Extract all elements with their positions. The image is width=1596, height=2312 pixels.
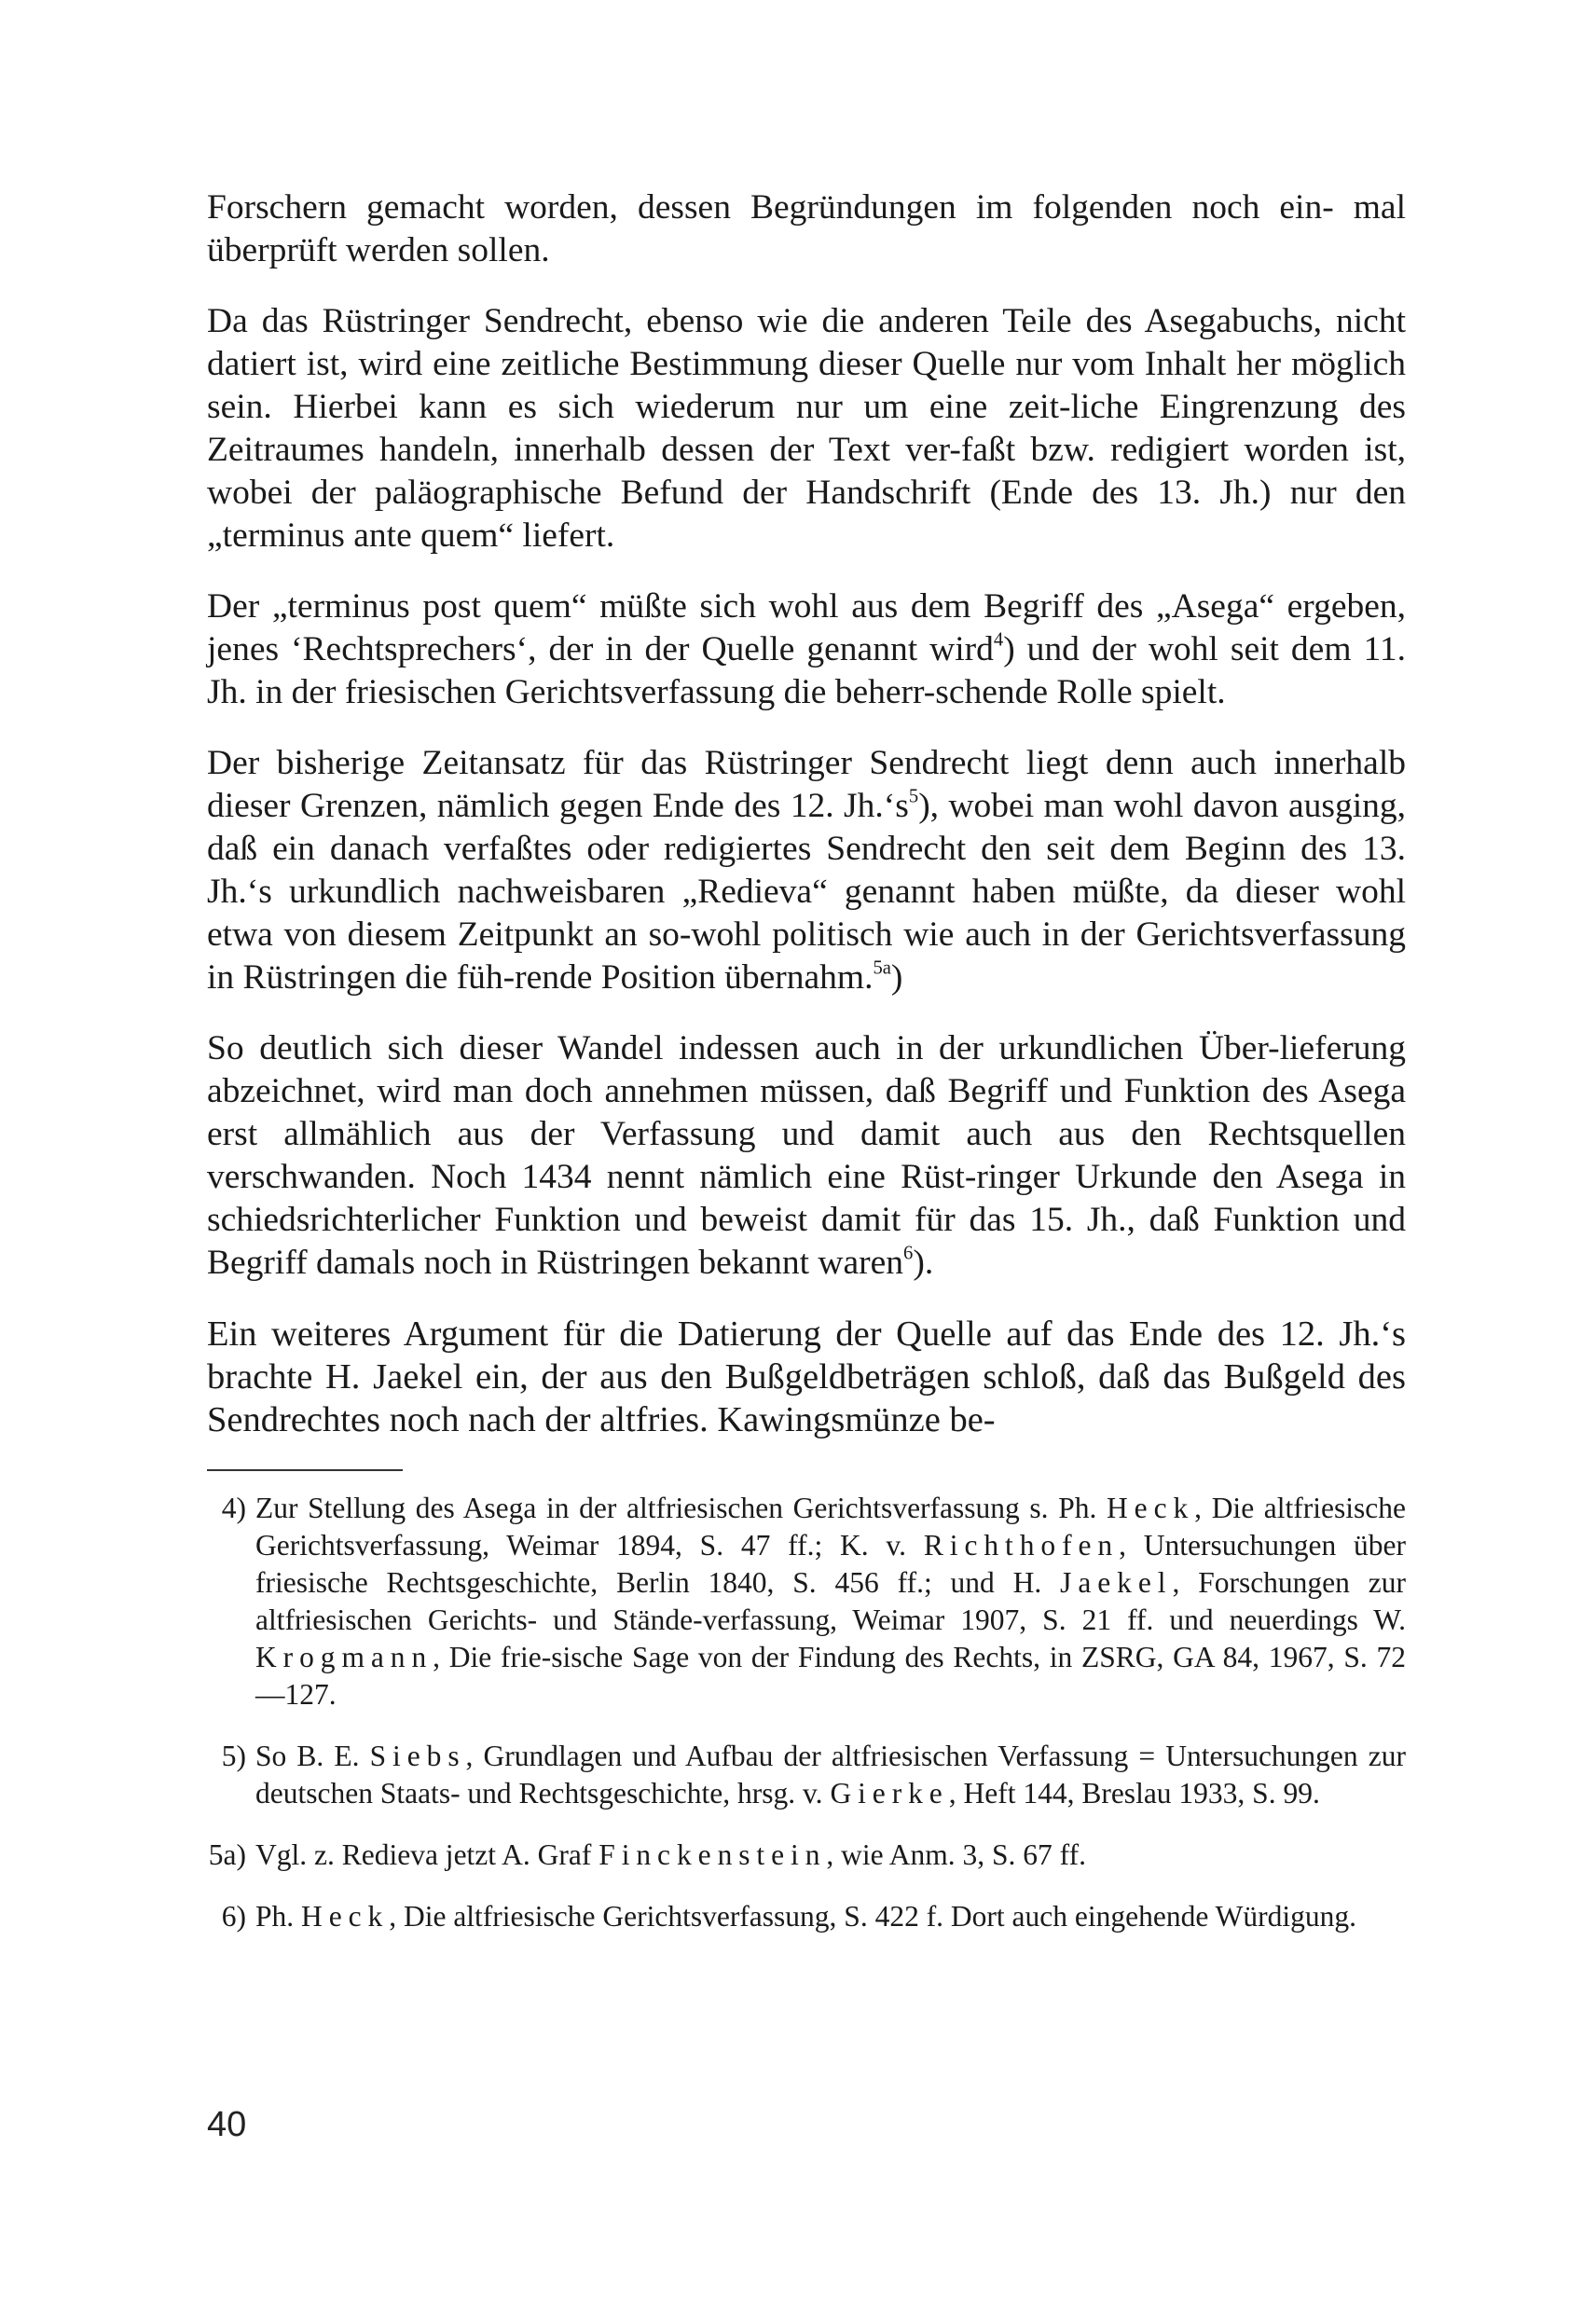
footnote-3 [207,1837,1406,1874]
footnote-ref-5a[interactable]: 5a [873,957,891,979]
footnote-text [255,1898,1406,1935]
paragraph-5 [207,1027,1406,1285]
paragraph-3-text: Der „terminus post quem“ müßte sich wohl aus dem Begriff des „Asega“ ergeben, jenes ‘Rechtsprechers‘, der in der Quelle genannt wird [207,587,1406,668]
footnote-text-part: Vgl. z. Redieva jetzt A. Graf [255,1838,599,1871]
footnote-mark: 5a) [208,1838,246,1871]
paragraph-5-text-cont: ). [913,1244,934,1282]
footnote-text-part: , wie Anm. 3, S. 67 ff. [826,1838,1086,1871]
footnote-text-part: , Untersuchungen über friesische Rechtsgeschichte, Berlin 1840, S. 456 ff.; und H. [255,1529,1407,1599]
paragraph-2: Da das Rüstringer Sendrecht, ebenso wie die anderen Teile des Asegabuchs, nicht datiert ist, wird eine zeitliche Bestimmung dieser Quelle nur vom Inhalt her möglich sein. Hierbei kann es sich wiederum nur um eine zeit-liche Eingrenzung des Zeitraumes handeln, innerhalb dessen der Text ver-faßt bzw. redigiert worden ist, wobei der paläographische Befund der Handschrift (Ende des 13. Jh.) nur den „terminus ante quem“ liefert. [207,302,1406,555]
footnote-text [255,1837,1406,1874]
footnote-divider [207,1469,403,1471]
paragraph-4-text-end: ) [890,958,903,997]
paragraph-6: Ein weiteres Argument für die Datierung der Quelle auf das Ende des 12. Jh.‘s brachte H. Jaekel ein, der aus den Bußgeldbeträgen schloß, daß das Bußgeld des Sendrechtes noch nach der altfries. Kawingsmünze be- [207,1314,1406,1439]
author-name: Krogmann [255,1641,433,1673]
paragraph-5-text: So deutlich sich dieser Wandel indessen auch in der urkundlichen Über-lieferung abzeichnet, wird man doch annehmen müssen, daß Begriff und Funktion des Asega erst allmählich aus der Verfassung und damit auch aus den Rechtsquellen verschwanden. Noch 1434 nennt nämlich eine Rüst-ringer Urkunde den Asega in schiedsrichterlicher Funktion und beweist damit für das 15. Jh., daß Funktion und Begriff damals noch in Rüstringen bekannt waren [207,1029,1406,1282]
paragraph-4-text-cont: ), wobei man wohl davon ausging, daß ein danach verfaßtes oder redigiertes Sendrecht den seit dem Beginn des 13. Jh.‘s urkundlich nachweisbaren „Redieva“ genannt haben müßte, da dieser wohl etwa von diesem Zeitpunkt an so-wohl politisch wie auch in der Gerichtsverfassung in Rüstringen die füh-rende Position übernahm. [207,787,1407,997]
author-name: Finckenstein [598,1838,827,1871]
footnote-text-part: So B. E. [255,1740,370,1772]
paragraph-4-text: Der bisherige Zeitansatz für das Rüstringer Sendrecht liegt denn auch innerhalb dieser Grenzen, nämlich gegen Ende des 12. Jh.‘s [207,744,1406,825]
author-name: Gierke [830,1777,949,1810]
footnote-text-part: , Die frie-sische Sage von der Findung des Rechts, in ZSRG, GA 84, 1967, S. 72—127. [255,1641,1406,1711]
footnote-ref-6[interactable]: 6 [903,1243,914,1264]
footnote-text [255,1490,1406,1713]
page-content [207,186,1406,1960]
author-name: Richthofen [923,1529,1120,1562]
footnote-text-part: , Die altfriesische Gerichtsverfassung, Weimar 1894, S. 47 ff.; K. v. [255,1492,1406,1562]
page-number: 40 [207,2105,247,2144]
author-name: Siebs [369,1740,466,1772]
footnote-text [255,1738,1406,1812]
paragraph-1: Forschern gemacht worden, dessen Begründungen im folgenden noch ein- mal überprüft werden sollen. [207,188,1406,269]
footnote-4 [207,1898,1406,1935]
footnote-mark: 4) [221,1492,246,1524]
footnote-ref-5[interactable]: 5 [908,786,919,807]
footnotes [207,1490,1406,1935]
author-name: Heck [301,1900,390,1933]
footnote-text-part: Ph. [255,1900,302,1933]
footnote-1 [207,1490,1406,1713]
author-name: Heck [1106,1492,1195,1524]
footnote-2 [207,1738,1406,1812]
footnote-text-part: , Heft 144, Breslau 1933, S. 99. [948,1777,1320,1810]
footnote-text-part: , Forschungen zur altfriesischen Gerichts- und Stände-verfassung, Weimar 1907, S. 21 ff. und neuerdings W. [255,1566,1407,1636]
author-name: Jaekel [1060,1566,1173,1599]
paragraph-4 [207,742,1406,999]
footnote-text-part: , Die altfriesische Gerichtsverfassung, S. 422 f. Dort auch eingehende Würdigung. [389,1900,1356,1933]
footnote-text-part: , Grundlagen und Aufbau der altfriesischen Verfassung = Untersuchungen zur deutschen Staats- und Rechtsgeschichte, hrsg. v. [255,1740,1406,1810]
footnote-mark: 6) [221,1900,246,1933]
paragraph-3 [207,585,1406,714]
footnote-ref-4[interactable]: 4 [993,629,1004,651]
body-text [207,186,1406,1441]
paragraph-3-text-cont: ) und der wohl seit dem 11. Jh. in der friesischen Gerichtsverfassung die beherr-schende Rolle spielt. [207,630,1406,711]
footnote-text-part: Zur Stellung des Asega in der altfriesischen Gerichtsverfassung s. Ph. [255,1492,1107,1524]
footnote-mark: 5) [221,1740,246,1772]
